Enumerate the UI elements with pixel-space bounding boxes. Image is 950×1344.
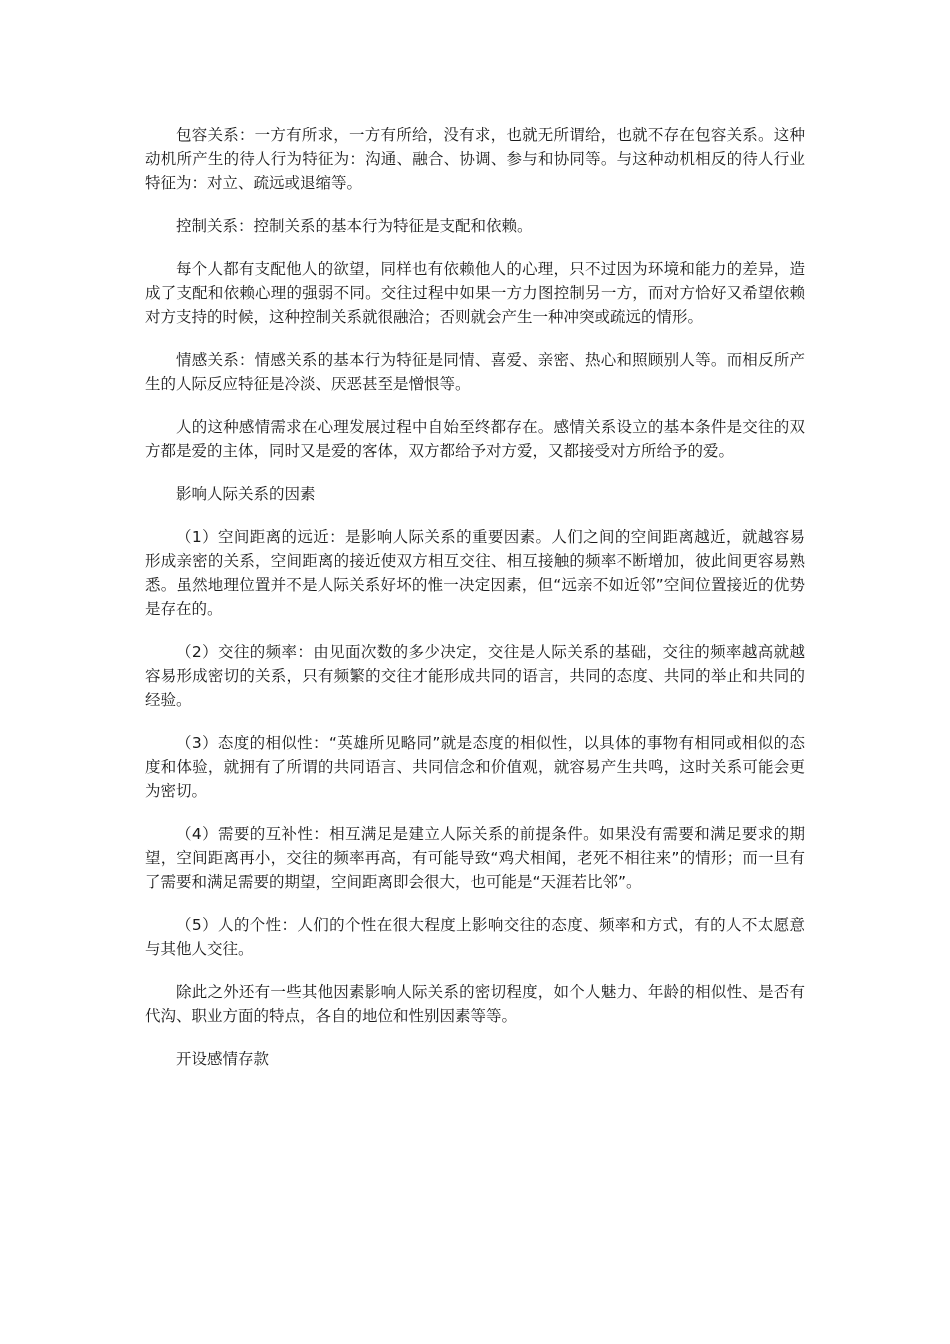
paragraph-factor-5: （5）人的个性：人们的个性在很大程度上影响交往的态度、频率和方式，有的人不太愿意与其他人交往。 [145, 916, 805, 958]
document-body [145, 123, 805, 1090]
paragraph-factor-1: （1）空间距离的远近：是影响人际关系的重要因素。人们之间的空间距离越近，就越容易形成亲密的关系，空间距离的接近使双方相互交往、相互接触的频率不断增加，彼此间更容易熟悉。虽然地理位置并不是人际关系好坏的惟一决定因素，但“远亲不如近邻”空间位置接近的优势是存在的。 [145, 528, 805, 618]
paragraph-inclusion-relation: 包容关系：一方有所求，一方有所给，没有求，也就无所谓给，也就不存在包容关系。这种动机所产生的待人行为特征为：沟通、融合、协调、参与和协同等。与这种动机相反的待人行业特征为：对立、疏远或退缩等。 [145, 126, 805, 192]
section-heading-factors: 影响人际关系的因素 [176, 485, 316, 503]
section-heading-emotional-deposit: 开设感情存款 [176, 1050, 270, 1068]
paragraph-affection-detail: 人的这种感情需求在心理发展过程中自始至终都存在。感情关系设立的基本条件是交往的双方都是爱的主体，同时又是爱的客体，双方都给予对方爱，又都接受对方所给予的爱。 [145, 418, 805, 460]
paragraph-factor-4: （4）需要的互补性：相互满足是建立人际关系的前提条件。如果没有需要和满足要求的期望，空间距离再小，交往的频率再高，有可能导致“鸡犬相闻，老死不相往来”的情形；而一旦有了需要和满足需要的期望，空间距离即会很大，也可能是“天涯若比邻”。 [145, 825, 805, 891]
paragraph-factor-2: （2）交往的频率：由见面次数的多少决定，交往是人际关系的基础，交往的频率越高就越容易形成密切的关系，只有频繁的交往才能形成共同的语言，共同的态度、共同的举止和共同的经验。 [145, 643, 805, 709]
paragraph-factor-3: （3）态度的相似性：“英雄所见略同”就是态度的相似性，以具体的事物有相同或相似的态度和体验，就拥有了所谓的共同语言、共同信念和价值观，就容易产生共鸣，这时关系可能会更为密切。 [145, 734, 805, 800]
paragraph-affection-relation: 情感关系：情感关系的基本行为特征是同情、喜爱、亲密、热心和照顾别人等。而相反所产生的人际反应特征是冷淡、厌恶甚至是憎恨等。 [145, 351, 805, 393]
paragraph-other-factors: 除此之外还有一些其他因素影响人际关系的密切程度，如个人魅力、年龄的相似性、是否有代沟、职业方面的特点，各自的地位和性别因素等等。 [145, 983, 805, 1025]
paragraph-control-detail: 每个人都有支配他人的欲望，同样也有依赖他人的心理，只不过因为环境和能力的差异，造成了支配和依赖心理的强弱不同。交往过程中如果一方力图控制另一方，而对方恰好又希望依赖对方支持的时候，这种控制关系就很融洽；否则就会产生一种冲突或疏远的情形。 [145, 260, 805, 326]
paragraph-control-relation: 控制关系：控制关系的基本行为特征是支配和依赖。 [176, 217, 533, 235]
